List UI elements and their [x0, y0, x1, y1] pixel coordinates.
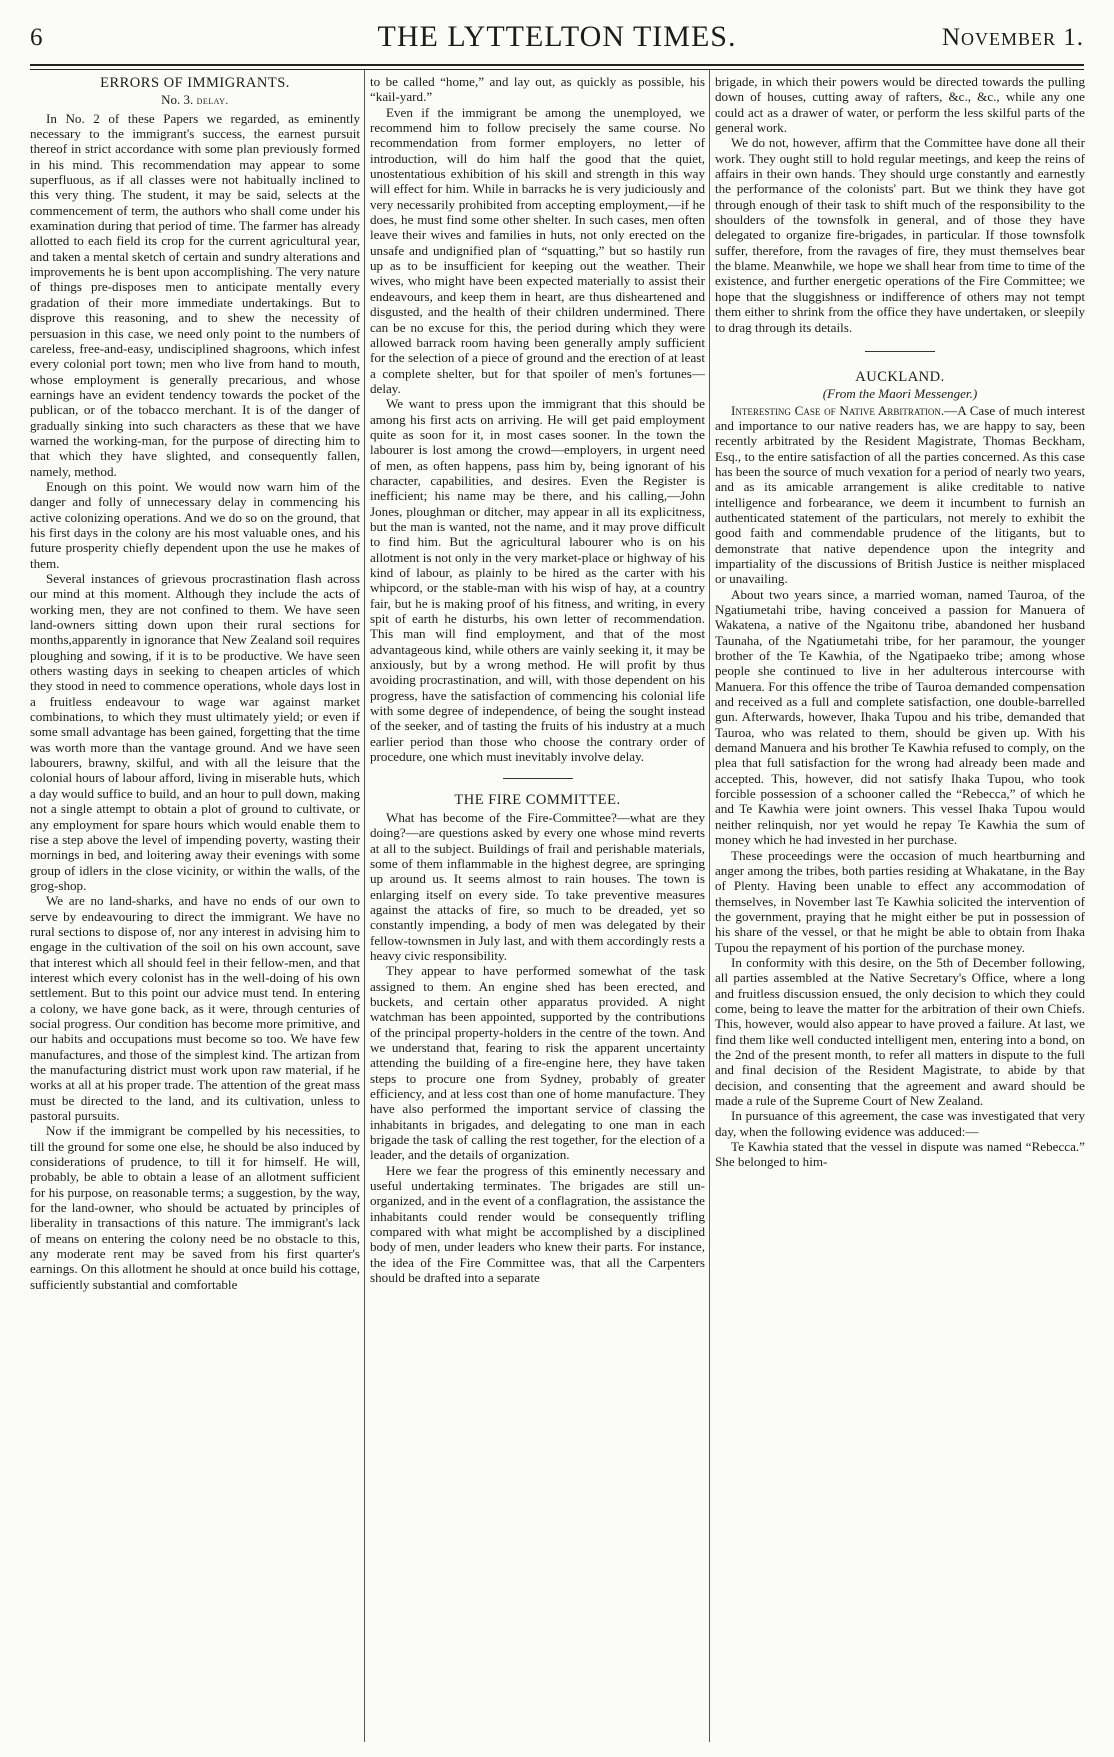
- lead-caps: Interesting Case of Native Arbitration.: [731, 402, 945, 418]
- paragraph: Te Kawhia stated that the vessel in dispute was named “Rebecca.” She belonged to him-: [715, 1139, 1085, 1170]
- column-2: [370, 74, 705, 1752]
- paragraph: Enough on this point. We would now warn him of the danger and folly of unnecessary delay in commencing his active colonizing operations. And we do so on the ground, that his first days in the colony are his most valuable ones, and his future prosperity chiefly dependent upon the use he makes of them.: [30, 478, 360, 571]
- paragraph: [715, 403, 1085, 587]
- column-1: [30, 74, 360, 1752]
- paragraph: In pursuance of this agreement, the case was investigated that very day, when the following evidence was adduced:—: [715, 1108, 1085, 1139]
- article-heading-fire-committee: THE FIRE COMMITTEE.: [454, 792, 621, 809]
- page-number: 6: [30, 24, 43, 51]
- paragraph: Now if the immigrant be compelled by his necessities, to till the ground for some one else, he should be also induced by considerations of prudence, to till it for himself. He will, probably, be able to obtain a lease of an allotment sufficient for his purpose, on reasonable terms; a suggestion, by the way, for the land-owner, who should be actuated by principles of liberality in transactions of this nature. The immigrant's lack of means on entering the colony need be no obstacle to this, any moderate rent may be saved from his first quarter's earnings. On this allotment he should at once build his cottage, sufficiently substantial and comfortable: [30, 1123, 360, 1292]
- subheading-title: delay.: [196, 95, 229, 108]
- paragraph: Several instances of grievous procrastination flash across our mind at this moment. Although they include the acts of working men, they are not confined to them. We have seen land-owners sitting down upon their rural sections for months,apparently in ignorance that New Zealand soil requires ploughing and sowing, if it is to be productive. We have seen others wasting days in seeking to cheapen articles of which they stood in need to commence operations, whole days lost in a fruitless endeavour to wage war against market combinations, to which they must ultimately yield; or even if some small advantage has been gained, forgetting that the time was worth more than the vantage ground. And we have seen labourers, brawny, skilful, and with all the leisure that the colonial hours of labour afford, living in miserable huts, which a day would suffice to build, and an hour to pull down, making not a single attempt to obtain a plot of ground to cultivate, or any employment for spare hours which would enable them to rise a step above the level of impending poverty, wasting their mornings in bed, and loitering away their evenings with some group of idlers in the close vicinity, or within the walls, of the grog-shop.: [30, 571, 360, 893]
- paragraph: In No. 2 of these Papers we regarded, as eminently necessary to the immigrant's success, the earnest pursuit thereof in strict accordance with some plan previously formed in his mind. This recommendation may appear to some superfluous, as if all classes were not habitually inclined to this very thing. The student, it may be said, selects at the commencement of term, the authors who shall come under his examination during that period of time. The farmer has already allotted to each field its crop for the current agricultural year, and taken a mental sketch of certain and sundry alterations and improvements he is bent upon accomplishing. The very nature of things pre-disposes men to anticipate mentally every gradation of their more immediate undertakings. But to disprove this reasoning, and to shew the necessity of persuasion in this case, we need only point to the numbers of careless, free-and-easy, undisciplined shagroons, which infest every colonial port town; men who live from hand to mouth, whose employment is generally precarious, and whose earnings have an evident tendency towards the pocket of the publican, or of the tobacco merchant. It is of the danger of gradually sinking into such characters as these that we have warned the working-man, for the purpose of directing him to that which they have slighted, and consequently fallen, namely, method.: [30, 110, 360, 479]
- article-heading-errors-of-immigrants: ERRORS OF IMMIGRANTS.: [100, 75, 290, 91]
- paragraph: Even if the immigrant be among the unemployed, we recommend him to follow precisely the same course. No recommendation from former employers, no letter of introduction, will do him half the good that the quiet, unostentatious exhibition of his skill and strength in this way will effect for him. While in barracks he is very judiciously and very necessarily prohibited from accepting employment,—if he does, he must find some other shelter. In such cases, men often leave their wives and families in huts, not only erected on the unsafe and undignified plan of “squatting,” but so hastily run up as to be insufficient for keeping out the weather. Their wives, who might have been expected materially to assist their endeavours, and keep them in heart, are thus disheartened and disgusted, and the health of their children undermined. There can be no excuse for this, the period during which they were allowed barrack room having been generally amply sufficient for the selection of a piece of ground and the erection of at least a complete shelter, but for that spoiler of men's fortunes—delay.: [370, 104, 705, 396]
- masthead: [30, 18, 1084, 58]
- newspaper-title: THE LYTTELTON TIMES.: [377, 20, 737, 53]
- subheading-number: No. 3.: [161, 92, 194, 108]
- paragraph: They appear to have performed somewhat of the task assigned to them. An engine shed has been erected, and buckets, and certain other apparatus provided. A night watchman has been appointed, supported by the contributions of the principal property-holders in the centre of the town. And we understand that, fearing to risk the apparent uncertainty attending the building of a fire-engine here, they have taken steps to procure one from Sydney, probably of greater efficiency, and at less cost than one of home manufacture. They have also performed the important service of classing the inhabitants in brigades, and delegating to one man in each brigade the task of calling the rest together, for the election of a leader, and the details of organization.: [370, 963, 705, 1163]
- article-subheading: [30, 92, 360, 109]
- column-divider-2: [709, 70, 710, 1742]
- paragraph: brigade, in which their powers would be directed towards the pulling down of houses, cutting away of rafters, &c., &c., while any one could act as a drawer of water, or perform the less skilful parts of the general work.: [715, 74, 1085, 136]
- paragraph: What has become of the Fire-Committee?—what are they doing?—are questions asked by every one whose mind reverts at all to the subject. Buildings of frail and perishable materials, some of them inflammable in the highest degree, are springing up around us. It seems almost to rain houses. The town is enlarging itself on every side. To take preventive measures against the attacks of fire, so much to be dreaded, yet so constantly impending, a body of men was delegated by their fellow-townsmen in July last, and with them accordingly rests a heavy civic responsibility.: [370, 809, 705, 963]
- column-3: [715, 74, 1085, 1752]
- masthead-rule: [30, 64, 1084, 66]
- paragraph: Here we fear the progress of this eminently necessary and useful undertaking terminates. The brigades are still un-organized, and in the event of a conflagration, the assistance the inhabitants could render would be consequently trifling compared with what might be accomplished by a disciplined body of men, under leaders who knew their parts. For instance, the idea of the Fire Committee was, that all the Carpenters should be drafted into a separate: [370, 1162, 705, 1286]
- paragraph: We want to press upon the immigrant that this should be among his first acts on arriving. He will get paid employment quite as soon for it, in most cases sooner. In the town the labourer is lost among the crowd—employers, in urgent need of men, as often happens, pass him by, being ignorant of his character, capabilities, and desires. Even the Register is inefficient; his name may be there, and his calling,—John Jones, ploughman or ditcher, may appear in all its explicitness, but the man is wanted, not the name, and it may prove difficult to find him. But the agricultural labourer who is on his allotment is not only in the very market-place or highway of his kind of labour, as plainly to be hired as the carter with his whipcord, or the stable-man with his wisp of hay, at a country fair, but he is making proof of his fitness, and writing, in every spit of earth he disturbs, his own letter of recommendation. This man will find employment, and that of the most advantageous kind, while others are vainly seeking it, it may be anxiously, but by a wrong method. He will profit by thus avoiding procrastination, and will, with those dependent on his progress, have the satisfaction of commencing his colonial life with some degree of independence, of being the sought instead of the seeker, and of tasting the fruits of his industry at a much earlier period than those who choose the contrary order of procedure, one which must inevitably involve delay.: [370, 396, 705, 765]
- paragraph: About two years since, a married woman, named Tauroa, of the Ngatiumetahi tribe, having conceived a passion for Manuera of Wakatena, a native of the Ngaitonu tribe, abandoned her husband Taunaha, of the Ngatiumetahi tribe, for her paramour, the younger brother of the Te Kawhia, of the Ngatipaeko tribe; among whose people she continued to live in her adulterous intercourse with Manuera. For this offence the tribe of Tauroa demanded compensation and received as a full and complete satisfaction, one double-barrelled gun. Afterwards, however, Ihaka Tupou and his tribe, demanded that Tauroa, who was related to them, should be given up. With his demand Manuera and his brother Te Kawhia refused to comply, on the plea that full satisfaction for the wrong had already been made and accepted. This, however, did not satisfy Ihaka Tupou, who took forcible possession of a schooner called the “Rebecca,” of which he and Te Kawhia were joint owners. This vessel Ihaka Tupou would neither relinquish, nor yet would he repay Te Kawhia the sum of money which he had invested in her purchase.: [715, 586, 1085, 848]
- paragraph: We are no land-sharks, and have no ends of our own to serve by endeavouring to direct the immigrant. We have no rural sections to dispose of, nor any interest in advising him to engage in the cultivation of the soil on his own account, save that interest which all should feel in their fellow-men, and that interest which every colonist has in the well-doing of his own settlement. But to this point our advice must tend. In entering a colony, we have gone back, as it were, through centuries of social progress. Our condition has become more primitive, and our habits and occupations must become so too. We have few manufactures, and those of the simplest kind. The artizan from the manufacturing district must work upon raw material, if he works at all at his proper trade. The attention of the great mass must be directed to the land, and its cultivation, unless to pastoral pursuits.: [30, 893, 360, 1124]
- issue-date: November 1.: [941, 24, 1084, 51]
- masthead-rule-thin: [30, 69, 1084, 70]
- paragraph: In conformity with this desire, on the 5th of December following, all parties assembled at the Native Secretary's Office, where a long and fruitless discussion ensued, the only decision to which they could come, being to leave the matter for the arbitration of their own Chiefs. This, however, would also appear to have proved a failure. At last, we find them like well conducted intelligent men, entering into a bond, on the 2nd of the present month, to refer all matters in dispute to the full and final decision of the Resident Magistrate, to abide by that decision, and consenting that the agreement and award should be made a rule of the Supreme Court of New Zealand.: [715, 954, 1085, 1108]
- article-source: (From the Maori Messenger.): [822, 386, 978, 402]
- article-heading-auckland: AUCKLAND.: [855, 368, 945, 385]
- column-divider-1: [364, 70, 365, 1742]
- article-separator: [503, 778, 573, 779]
- paragraph: to be called “home,” and lay out, as quickly as possible, his “kail-yard.”: [370, 74, 705, 105]
- paragraph: These proceedings were the occasion of much heartburning and anger among the tribes, both parties residing at Whakatane, in the Bay of Plenty. Having been unable to effect any accommodation of themselves, in November last Te Kawhia solicited the intervention of the government, praying that he might either be put in possession of his share of the vessel, or that he might be able to obtain from Ihaka Tupou the repayment of his portion of the purchase money.: [715, 847, 1085, 955]
- paragraph: We do not, however, affirm that the Committee have done all their work. They ought still to hold regular meetings, and keep the reins of affairs in their own hands. They should urge constantly and earnestly the performance of the colonists' part. But we think they have got through enough of their task to shift much of the responsibility to the shoulders of the townsfolk in general, and of those they have delegated to organize fire-brigades, in particular. If those townsfolk suffer, therefore, from the ravages of fire, they must themselves bear the blame. Meanwhile, we hope we shall hear from time to time of the existence, and further energetic operations of the Fire Committee; we hope that the sluggishness or indifference of others may not tempt them either to shrink from the office they have undertaken, or sleepily to drag through its details.: [715, 135, 1085, 335]
- paragraph-body: —A Case of much interest and importance to our native readers has, we are happy to say, been recently arbitrated by the Resident Magistrate, Thomas Beckham, Esq., to the entire satisfaction of all the parties concerned. As this case has been the source of much vexation for a period of nearly two years, and as its amicable arrangement is alike creditable to native intelligence and forbearance, we deem it incumbent to furnish an authenticated statement of the particulars, not merely to exhibit the good faith and commendable prudence of the litigants, but to demonstrate that native dependence upon the integrity and impartiality of the discussions of British Justice is neither misplaced or unavailing.: [715, 402, 1085, 587]
- article-separator: [865, 351, 935, 352]
